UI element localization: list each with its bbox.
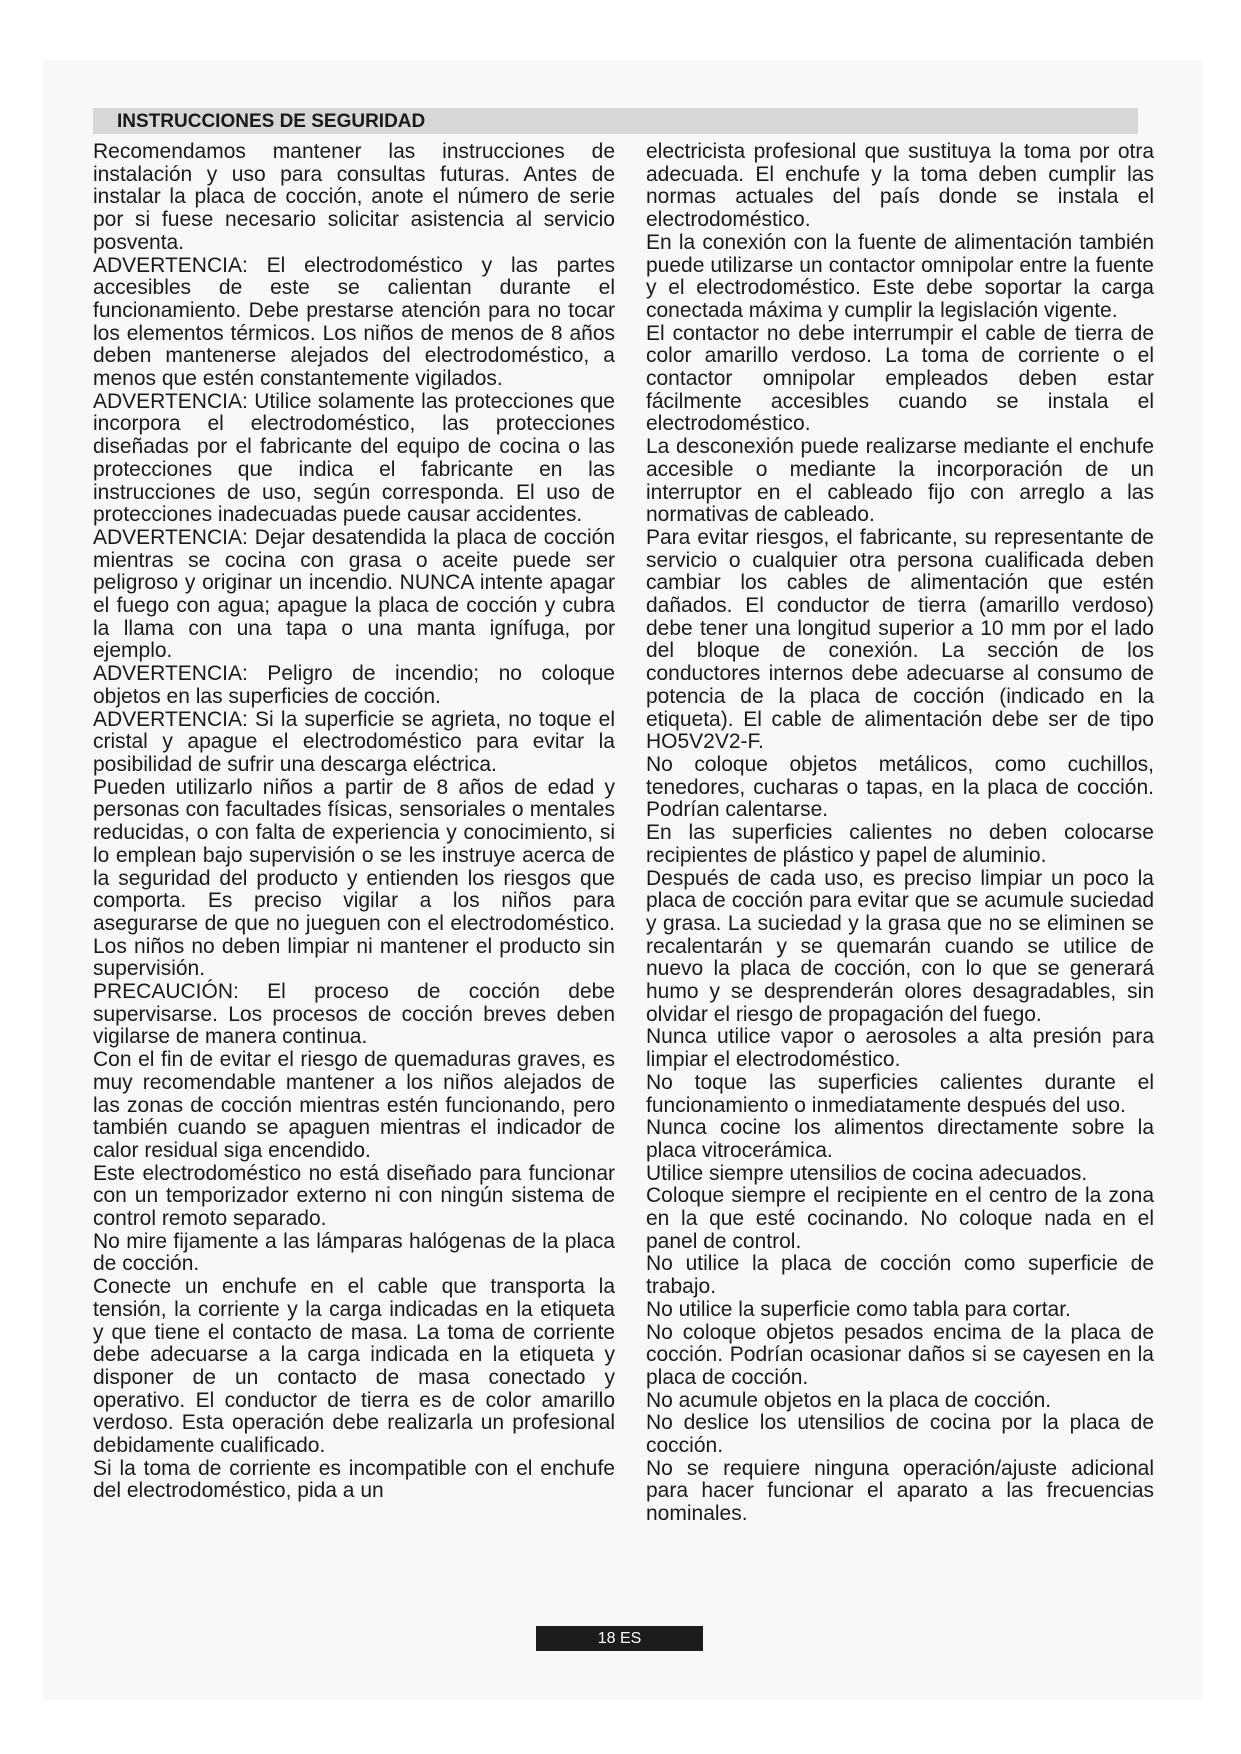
paragraph: Para evitar riesgos, el fabricante, su representante de servicio o cualquier otra persona cualificada deben cambiar los cables de alimentación que estén dañados. El conductor de tierra (amarillo verdoso) debe tener una longitud superior a 10 mm por el lado del bloque de conexión. La sección de los conductores internos debe adecuarse al consumo de potencia de la placa de cocción (indicado en la etiqueta). El cable de alimentación debe ser de tipo HO5V2V2-F. [646,525,1154,754]
paragraph: electricista profesional que sustituya la toma por otra adecuada. El enchufe y la toma deben cumplir las normas actuales del país donde se instala el electrodoméstico. [646,140,1154,232]
paragraph: Conecte un enchufe en el cable que transporta la tensión, la corriente y la carga indicadas en la etiqueta y que tiene el contacto de masa. La toma de corriente debe adecuarse a la carga indicada en la etiqueta y disponer de un contacto de masa conectado y operativo. El conductor de tierra es de color amarillo verdoso. Esta operación debe realizarla un profesional debidamente cualificado. [93,1275,615,1458]
paragraph: ADVERTENCIA: Peligro de incendio; no coloque objetos en las superficies de cocción. [93,662,615,708]
paragraph: Después de cada uso, es preciso limpiar un poco la placa de cocción para evitar que se acumule suciedad y grasa. La suciedad y la grasa que no se eliminen se recalentarán y se quemarán cuando se utilice de nuevo la placa de cocción, con lo que se generará humo y se desprenderán olores desagradables, sin olvidar el riesgo de propagación del fuego. [646,866,1154,1026]
section-header-title: INSTRUCCIONES DE SEGURIDAD [93,108,1138,134]
paragraph: Nunca cocine los alimentos directamente sobre la placa vitrocerámica. [646,1116,1154,1162]
paragraph: No acumule objetos en la placa de cocción. [646,1388,1052,1412]
paragraph: ADVERTENCIA: Dejar desatendida la placa de cocción mientras se cocina con grasa o aceite puede ser peligroso y originar un incendio. NUNCA intente apagar el fuego con agua; apague la placa de cocción y cubra la llama con una tapa o una manta ignífuga, por ejemplo. [93,525,615,663]
paragraph: No coloque objetos metálicos, como cuchillos, tenedores, cucharas o tapas, en la placa de cocción. Podrían calentarse. [646,752,1154,822]
paragraph: La desconexión puede realizarse mediante el enchufe accesible o mediante la incorporación de un interruptor en el cableado fijo con arreglo a las normativas de cableado. [646,435,1154,527]
paragraph: PRECAUCIÓN: El proceso de cocción debe supervisarse. Los procesos de cocción breves deben vigilarse de manera continua. [93,980,615,1049]
paragraph: En las superficies calientes no deben colocarse recipientes de plástico y papel de aluminio. [646,821,1154,867]
paragraph: No se requiere ninguna operación/ajuste adicional para hacer funcionar el aparato a las frecuencias nominales. [646,1456,1154,1526]
paragraph: No mire fijamente a las lámparas halógenas de la placa de cocción. [93,1229,615,1276]
paragraph: ADVERTENCIA: El electrodoméstico y las partes accesibles de este se calientan durante el funcionamiento. Debe prestarse atención para no tocar los elementos térmicos. Los niños de menos de 8 años deben mantenerse alejados del electrodoméstico, a menos que estén constantemente vigilados. [93,253,615,391]
left-text-column [93,141,615,1503]
paragraph: Si la toma de corriente es incompatible con el enchufe del electrodoméstico, pida a un [93,1456,615,1503]
paragraph: ADVERTENCIA: Utilice solamente las protecciones que incorpora el electrodoméstico, las protecciones diseñadas por el fabricante del equipo de cocina o las protecciones que indica el fabricante en las instrucciones de uso, según corresponda. El uso de protecciones inadecuadas puede causar accidentes. [93,389,615,527]
paragraph: No utilice la placa de cocción como superficie de trabajo. [646,1252,1154,1299]
paragraph: Con el fin de evitar el riesgo de quemaduras graves, es muy recomendable mantener a los niños alejados de las zonas de cocción mientras estén funcionando, pero también cuando se apaguen mientras el indicador de calor residual siga encendido. [93,1048,615,1162]
paragraph: No toque las superficies calientes durante el funcionamiento o inmediatamente después del uso. [646,1070,1154,1117]
paragraph: Nunca utilice vapor o aerosoles a alta presión para limpiar el electrodoméstico. [646,1025,1154,1072]
paragraph: Este electrodoméstico no está diseñado para funcionar con un temporizador externo ni con ningún sistema de control remoto separado. [93,1161,615,1231]
right-text-column [646,141,1154,1526]
paragraph: En la conexión con la fuente de alimentación también puede utilizarse un contactor omnipolar entre la fuente y el electrodoméstico. Este debe soportar la carga conectada máxima y cumplir la legislación vigente. [646,230,1154,322]
page-number-footer: 18 ES [536,1626,703,1651]
paragraph: No utilice la superficie como tabla para cortar. [646,1297,1071,1321]
paragraph: Pueden utilizarlo niños a partir de 8 años de edad y personas con facultades físicas, sensoriales o mentales reducidas, o con falta de experiencia y conocimiento, si lo emplean bajo supervisión o se les instruye acerca de la seguridad del producto y entienden los riesgos que comporta. Es preciso vigilar a los niños para asegurarse de que no jueguen con el electrodoméstico. Los niños no deben limpiar ni mantener el producto sin supervisión. [93,775,615,981]
paragraph: No coloque objetos pesados encima de la placa de cocción. Podrían ocasionar daños si se cayesen en la placa de cocción. [646,1320,1154,1389]
paragraph: Coloque siempre el recipiente en el centro de la zona en la que esté cocinando. No coloque nada en el panel de control. [646,1184,1154,1253]
paragraph: No deslice los utensilios de cocina por la placa de cocción. [646,1411,1154,1458]
paragraph: Utilice siempre utensilios de cocina adecuados. [646,1161,1088,1185]
paragraph: ADVERTENCIA: Si la superficie se agrieta, no toque el cristal y apague el electrodoméstico para evitar la posibilidad de sufrir una descarga eléctrica. [93,707,615,776]
paragraph: El contactor no debe interrumpir el cable de tierra de color amarillo verdoso. La toma de corriente o el contactor omnipolar empleados deben estar fácilmente accesibles cuando se instala el electrodoméstico. [646,321,1154,436]
paragraph: Recomendamos mantener las instrucciones de instalación y uso para consultas futuras. Antes de instalar la placa de cocción, anote el número de serie por si fuese necesario solicitar asistencia al servicio posventa. [93,140,615,254]
